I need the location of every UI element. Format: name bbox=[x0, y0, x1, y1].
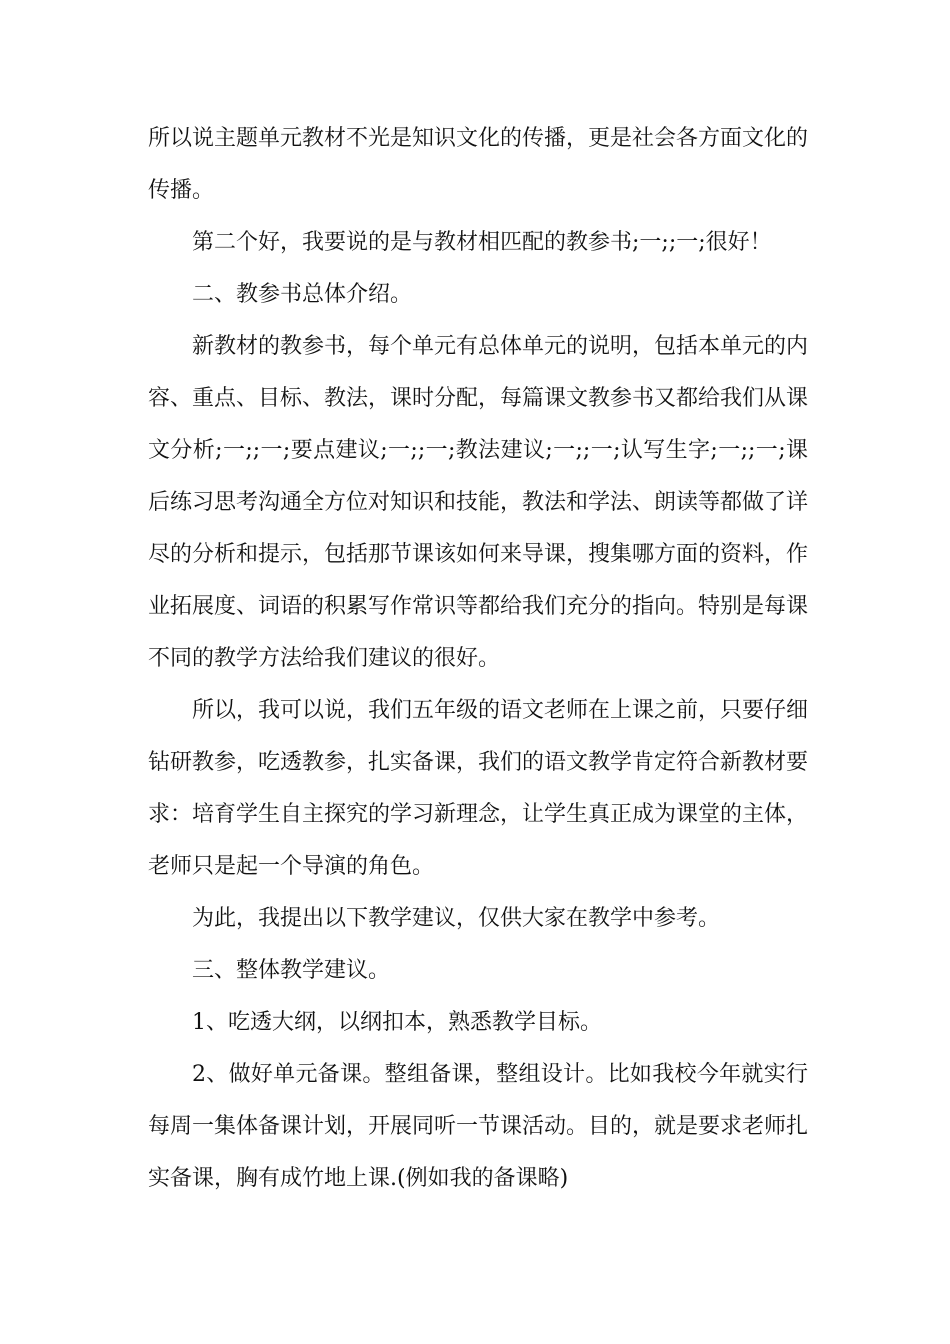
document-body bbox=[148, 113, 808, 1205]
paragraph-1: 所以说主题单元教材不光是知识文化的传播，更是社会各方面文化的传播。 bbox=[148, 126, 809, 203]
paragraph-3: 新教材的教参书，每个单元有总体单元的说明，包括本单元的内容、重点、目标、教法，课时分配，每篇课文教参书又都给我们从课文分析;一;;一;要点建议;一;;一;教法建议;一;;一;认写生字;一;;一;课后练习思考沟通全方位对知识和技能，教法和学法、朗读等都做了详尽的分析和提示，包括那节课该如何来导课，搜集哪方面的资料，作业拓展度、词语的积累写作常识等都给我们充分的指向。特别是每课不同的教学方法给我们建议的很好。 bbox=[148, 334, 809, 671]
paragraph-5: 为此，我提出以下教学建议，仅供大家在教学中参考。 bbox=[192, 906, 721, 931]
list-item-2: 2、做好单元备课。整组备课，整组设计。比如我校今年就实行每周一集体备课计划，开展同听一节课活动。目的，就是要求老师扎实备课，胸有成竹地上课.(例如我的备课略) bbox=[148, 1062, 809, 1191]
section-heading-3: 三、整体教学建议。 bbox=[192, 958, 391, 983]
list-item-1: 1、吃透大纲，以纲扣本，熟悉教学目标。 bbox=[192, 1010, 602, 1035]
paragraph-2: 第二个好，我要说的是与教材相匹配的教参书;一;;一;很好！ bbox=[192, 230, 772, 255]
paragraph-4: 所以，我可以说，我们五年级的语文老师在上课之前，只要仔细钻研教参，吃透教参，扎实备课，我们的语文教学肯定符合新教材要求：培育学生自主探究的学习新理念，让学生真正成为课堂的主体，老师只是起一个导演的角色。 bbox=[148, 698, 809, 879]
section-heading-2: 二、教参书总体介绍。 bbox=[192, 282, 413, 307]
